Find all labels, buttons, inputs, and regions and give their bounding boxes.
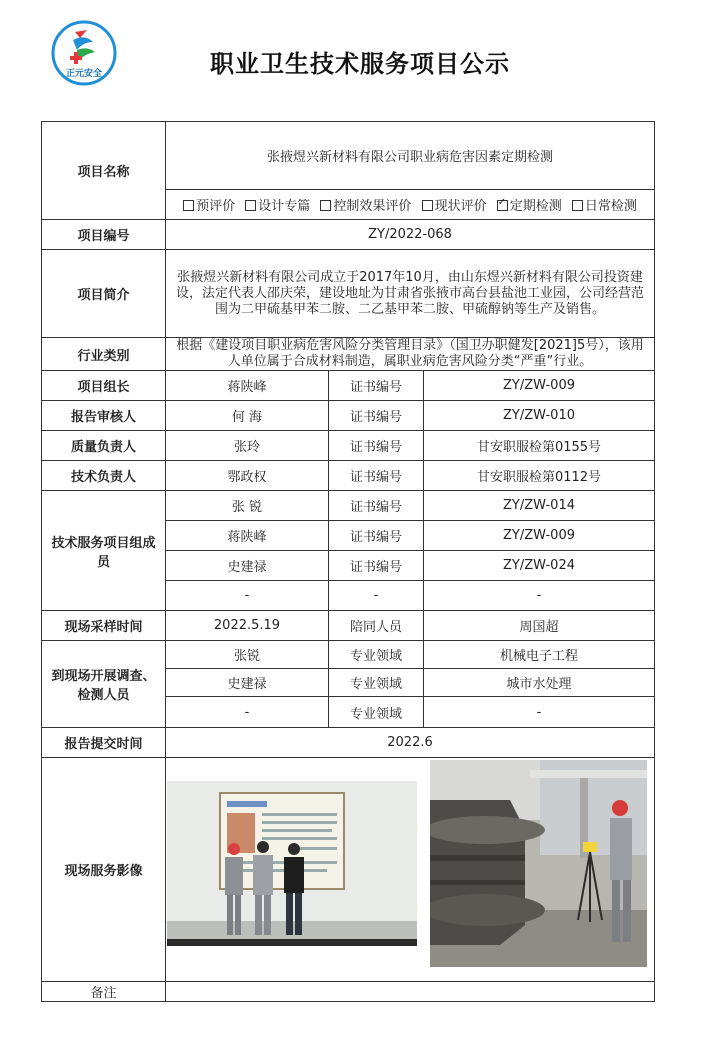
project-name: 张掖煜兴新材料有限公司职业病危害因素定期检测	[166, 122, 655, 190]
logo-text: 正元安全	[65, 69, 103, 79]
onsite-member-name: 张锐	[166, 641, 329, 669]
images-label: 现场服务影像	[42, 758, 166, 982]
project-type-checklist	[166, 190, 655, 220]
page-title: 职业卫生技术服务项目公示	[210, 50, 510, 78]
cert-label: 证书编号	[329, 491, 424, 521]
onsite-member-name: 史建禄	[166, 669, 329, 697]
team-member-name: -	[166, 581, 329, 611]
type-preassessment: 预评价	[183, 195, 235, 214]
project-name-label: 项目名称	[42, 122, 166, 220]
role-cert: ZY/ZW-010	[424, 401, 655, 431]
project-code: ZY/2022-068	[166, 220, 655, 250]
remark-value	[166, 982, 655, 1002]
type-status: 现状评价	[422, 195, 487, 214]
checkbox-checked	[497, 200, 508, 211]
type-daily: 日常检测	[572, 195, 637, 214]
team-member-cert: ZY/ZW-009	[424, 521, 655, 551]
checkbox	[245, 200, 256, 211]
checkbox	[183, 200, 194, 211]
role-cert: ZY/ZW-009	[424, 371, 655, 401]
cert-label: -	[329, 581, 424, 611]
checkbox	[320, 200, 331, 211]
type-design: 设计专篇	[245, 195, 310, 214]
remark-label: 备注	[42, 982, 166, 1002]
team-member-name: 史建禄	[166, 551, 329, 581]
sampling-date: 2022.5.19	[166, 611, 329, 641]
sampling-label: 现场采样时间	[42, 611, 166, 641]
report-label: 报告提交时间	[42, 728, 166, 758]
project-code-label: 项目编号	[42, 220, 166, 250]
team-label: 技术服务项目组成员	[42, 491, 166, 611]
companion-name: 周国超	[424, 611, 655, 641]
type-periodic: ✓ 定期检测	[497, 195, 562, 214]
onsite-member-field: 机械电子工程	[424, 641, 655, 669]
type-control-effect: 控制效果评价	[320, 195, 411, 214]
industry-text: 根据《建设项目职业病危害风险分类管理目录》（国卫办职健发[2021]5号），该用人单位属于合成材料制造，属职业病危害风险分类“严重”行业。	[166, 338, 655, 371]
cert-label: 证书编号	[329, 371, 424, 401]
site-photo-team	[167, 781, 417, 946]
onsite-label: 到现场开展调查、检测人员	[42, 641, 166, 728]
onsite-member-field: -	[424, 697, 655, 728]
role-name: 鄂政权	[166, 461, 329, 491]
report-date: 2022.6	[166, 728, 655, 758]
industry-label: 行业类别	[42, 338, 166, 371]
checkbox	[422, 200, 433, 211]
field-label: 专业领域	[329, 697, 424, 728]
cert-label: 证书编号	[329, 431, 424, 461]
project-intro: 张掖煜兴新材料有限公司成立于2017年10月，由山东煜兴新材料有限公司投资建设，法定代表人邵庆荣，建设地址为甘肃省张掖市高台县盐池工业园，公司经营范围为二甲硫基甲苯二胺、二乙基甲苯二胺、甲硫醇钠等生产及销售。	[166, 250, 655, 338]
team-member-cert: ZY/ZW-024	[424, 551, 655, 581]
onsite-member-name: -	[166, 697, 329, 728]
team-member-cert: -	[424, 581, 655, 611]
project-intro-label: 项目简介	[42, 250, 166, 338]
role-label: 质量负责人	[42, 431, 166, 461]
cert-label: 证书编号	[329, 461, 424, 491]
cert-label: 证书编号	[329, 551, 424, 581]
cert-label: 证书编号	[329, 401, 424, 431]
companion-label: 陪同人员	[329, 611, 424, 641]
team-member-name: 蒋陕峰	[166, 521, 329, 551]
role-label: 技术负责人	[42, 461, 166, 491]
role-name: 张玲	[166, 431, 329, 461]
onsite-member-field: 城市水处理	[424, 669, 655, 697]
role-name: 何 海	[166, 401, 329, 431]
field-label: 专业领域	[329, 641, 424, 669]
team-member-name: 张 锐	[166, 491, 329, 521]
role-name: 蒋陕峰	[166, 371, 329, 401]
field-label: 专业领域	[329, 669, 424, 697]
team-member-cert: ZY/ZW-014	[424, 491, 655, 521]
role-label: 报告审核人	[42, 401, 166, 431]
checkbox	[572, 200, 583, 211]
site-photo-workshop	[430, 760, 647, 967]
cert-label: 证书编号	[329, 521, 424, 551]
role-cert: 甘安职服检第0155号	[424, 431, 655, 461]
role-cert: 甘安职服检第0112号	[424, 461, 655, 491]
role-label: 项目组长	[42, 371, 166, 401]
